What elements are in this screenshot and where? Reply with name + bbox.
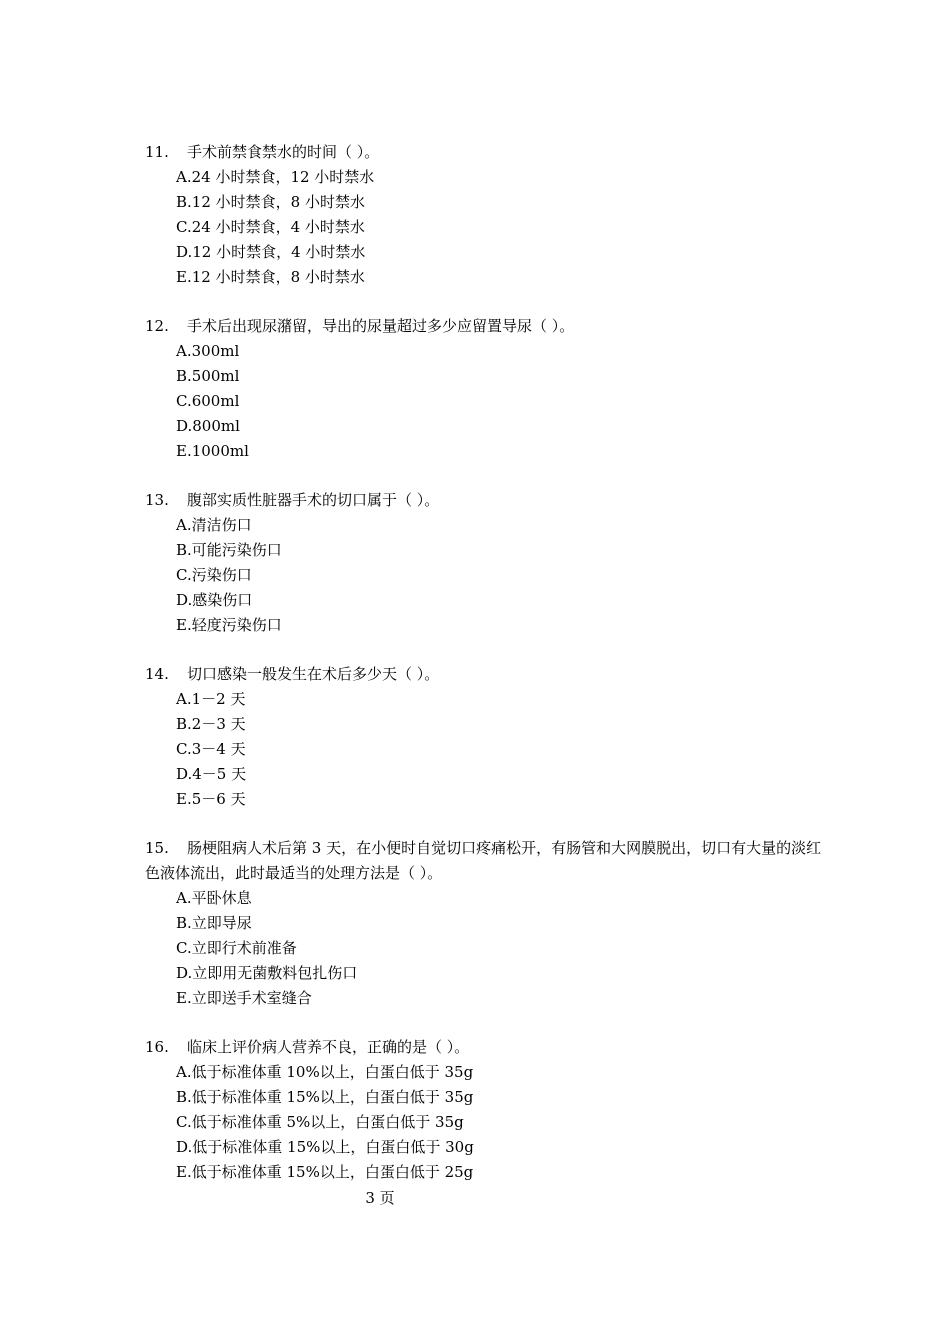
answer-option: B.低于标准体重 15%以上，白蛋白低于 35g [176, 1088, 474, 1106]
question-text: 手术后出现尿潴留，导出的尿量超过多少应留置导尿（ ）。 [187, 317, 575, 335]
answer-option: B.2－3 天 [176, 715, 246, 733]
answer-option: A.低于标准体重 10%以上，白蛋白低于 35g [176, 1063, 474, 1081]
question-block [145, 488, 825, 638]
answer-option: E.轻度污染伤口 [176, 616, 282, 634]
answer-option: C.低于标准体重 5%以上，白蛋白低于 35g [176, 1113, 464, 1131]
answer-option: B.500ml [176, 367, 240, 385]
answer-option: A.300ml [176, 342, 240, 360]
question-stem [145, 140, 825, 165]
question-block [145, 836, 825, 1011]
question-text: 腹部实质性脏器手术的切口属于（ ）。 [187, 491, 440, 509]
option-list [145, 886, 825, 1011]
answer-option: A.平卧休息 [176, 889, 252, 907]
question-stem [145, 662, 825, 687]
question-text: 手术前禁食禁水的时间（ ）。 [187, 143, 380, 161]
answer-option: E.低于标准体重 15%以上，白蛋白低于 25g [176, 1163, 474, 1181]
option-list [145, 1060, 825, 1185]
question-number: 13. [145, 491, 169, 509]
answer-option: E.立即送手术室缝合 [176, 989, 312, 1007]
answer-option: C.24 小时禁食，4 小时禁水 [176, 218, 365, 236]
answer-option: E.12 小时禁食，8 小时禁水 [176, 268, 365, 286]
question-block [145, 140, 825, 290]
question-text: 肠梗阻病人术后第 3 天，在小便时自觉切口疼痛松开，有肠管和大网膜脱出，切口有大量的淡红色液体流出，此时最适当的处理方法是（ ）。 [145, 839, 822, 882]
question-number: 14. [145, 665, 169, 683]
answer-option: A.清洁伤口 [176, 516, 252, 534]
question-number: 11. [145, 143, 169, 161]
answer-option: B.可能污染伤口 [176, 541, 282, 559]
answer-option: C.600ml [176, 392, 240, 410]
answer-option: B.立即导尿 [176, 914, 252, 932]
answer-option: A.24 小时禁食，12 小时禁水 [176, 168, 375, 186]
answer-option: D.12 小时禁食，4 小时禁水 [176, 243, 366, 261]
question-number: 12. [145, 317, 169, 335]
answer-option: E.1000ml [176, 442, 249, 460]
question-stem [145, 836, 825, 886]
question-block [145, 1035, 825, 1185]
option-list [145, 513, 825, 638]
answer-option: C.污染伤口 [176, 566, 252, 584]
answer-option: C.立即行术前准备 [176, 939, 297, 957]
question-number: 16. [145, 1038, 169, 1056]
question-list [145, 140, 825, 1209]
answer-option: D.立即用无菌敷料包扎伤口 [176, 964, 358, 982]
question-block [145, 662, 825, 812]
answer-option: E.5－6 天 [176, 790, 246, 808]
question-stem [145, 314, 825, 339]
option-list [145, 687, 825, 812]
answer-option: D.感染伤口 [176, 591, 253, 609]
question-stem [145, 1035, 825, 1060]
question-text: 切口感染一般发生在术后多少天（ ）。 [187, 665, 440, 683]
option-list [145, 165, 825, 290]
page-number: 3 页 [365, 1189, 395, 1207]
question-stem [145, 488, 825, 513]
answer-option: B.12 小时禁食，8 小时禁水 [176, 193, 365, 211]
answer-option: D.4－5 天 [176, 765, 247, 783]
question-text: 临床上评价病人营养不良，正确的是（ ）。 [187, 1038, 470, 1056]
question-number: 15. [145, 839, 169, 857]
answer-option: A.1－2 天 [176, 690, 246, 708]
answer-option: D.800ml [176, 417, 240, 435]
answer-option: C.3－4 天 [176, 740, 246, 758]
question-block [145, 314, 825, 464]
option-list [145, 339, 825, 464]
answer-option: D.低于标准体重 15%以上，白蛋白低于 30g [176, 1138, 474, 1156]
